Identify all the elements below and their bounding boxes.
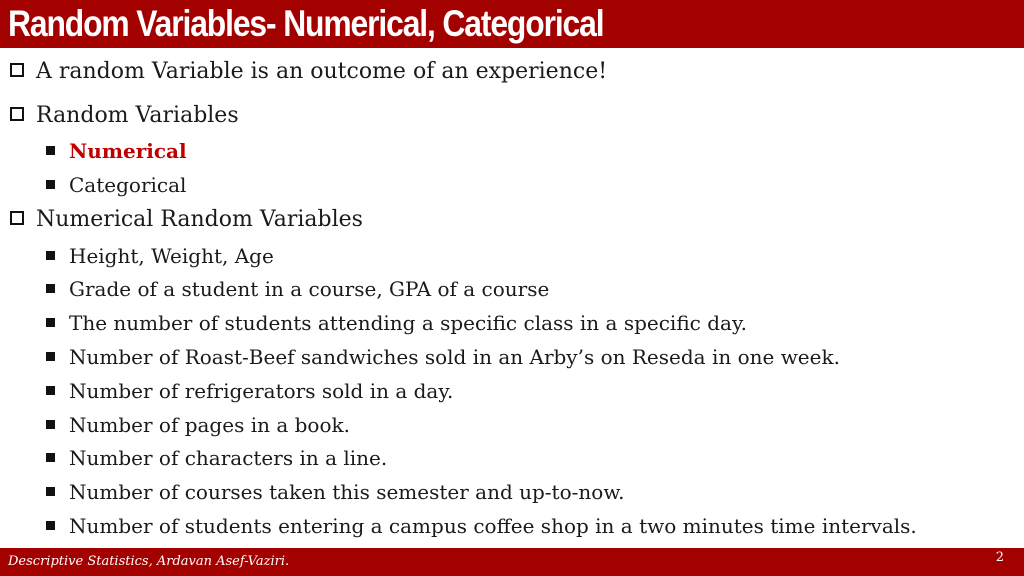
bullet-level1 (10, 206, 363, 234)
bullet-text: Grade of a student in a course, GPA of a course (69, 277, 550, 301)
bullet-level1 (10, 102, 239, 130)
bullet-level2 (46, 243, 274, 269)
filled-square-bullet-icon (46, 146, 55, 155)
bullet-text: Number of refrigerators sold in a day. (69, 379, 454, 403)
bullet-level2 (46, 138, 187, 164)
bullet-level2 (46, 310, 747, 336)
filled-square-bullet-icon (46, 521, 55, 530)
filled-square-bullet-icon (46, 420, 55, 429)
bullet-text: Number of courses taken this semester and up-to-now. (69, 480, 625, 504)
slide-content (0, 48, 1024, 548)
filled-square-bullet-icon (46, 180, 55, 189)
bullet-level2 (46, 479, 624, 505)
bullet-text: Numerical Random Variables (36, 207, 363, 232)
bullet-level2 (46, 412, 350, 438)
bullet-level2 (46, 445, 387, 471)
bullet-text: Number of students entering a campus coffee shop in a two minutes time intervals. (69, 514, 917, 538)
slide-title: Random Variables- Numerical, Categorical (8, 3, 604, 44)
bullet-level2 (46, 513, 917, 539)
filled-square-bullet-icon (46, 453, 55, 462)
footer-bar (0, 548, 1024, 576)
hollow-square-bullet-icon (10, 63, 24, 77)
bullet-level2 (46, 378, 453, 404)
hollow-square-bullet-icon (10, 107, 24, 121)
filled-square-bullet-icon (46, 284, 55, 293)
bullet-text: Random Variables (36, 103, 239, 128)
bullet-text-highlighted: Numerical (69, 139, 187, 163)
hollow-square-bullet-icon (10, 211, 24, 225)
bullet-text: Height, Weight, Age (69, 244, 274, 268)
bullet-level2 (46, 276, 549, 302)
bullet-level1 (10, 58, 607, 86)
filled-square-bullet-icon (46, 487, 55, 496)
filled-square-bullet-icon (46, 352, 55, 361)
title-bar (0, 0, 1024, 48)
filled-square-bullet-icon (46, 318, 55, 327)
bullet-level2 (46, 344, 840, 370)
bullet-text: A random Variable is an outcome of an experience! (36, 59, 608, 84)
bullet-level2 (46, 172, 186, 198)
filled-square-bullet-icon (46, 251, 55, 260)
bullet-text: Categorical (69, 173, 187, 197)
footer-credit: Descriptive Statistics, Ardavan Asef-Vaziri. (8, 554, 290, 569)
filled-square-bullet-icon (46, 386, 55, 395)
bullet-text: Number of characters in a line. (69, 446, 388, 470)
bullet-text: The number of students attending a specific class in a specific day. (69, 311, 747, 335)
page-number: 2 (995, 550, 1004, 565)
bullet-text: Number of pages in a book. (69, 413, 350, 437)
bullet-text: Number of Roast-Beef sandwiches sold in an Arby’s on Reseda in one week. (69, 345, 840, 369)
